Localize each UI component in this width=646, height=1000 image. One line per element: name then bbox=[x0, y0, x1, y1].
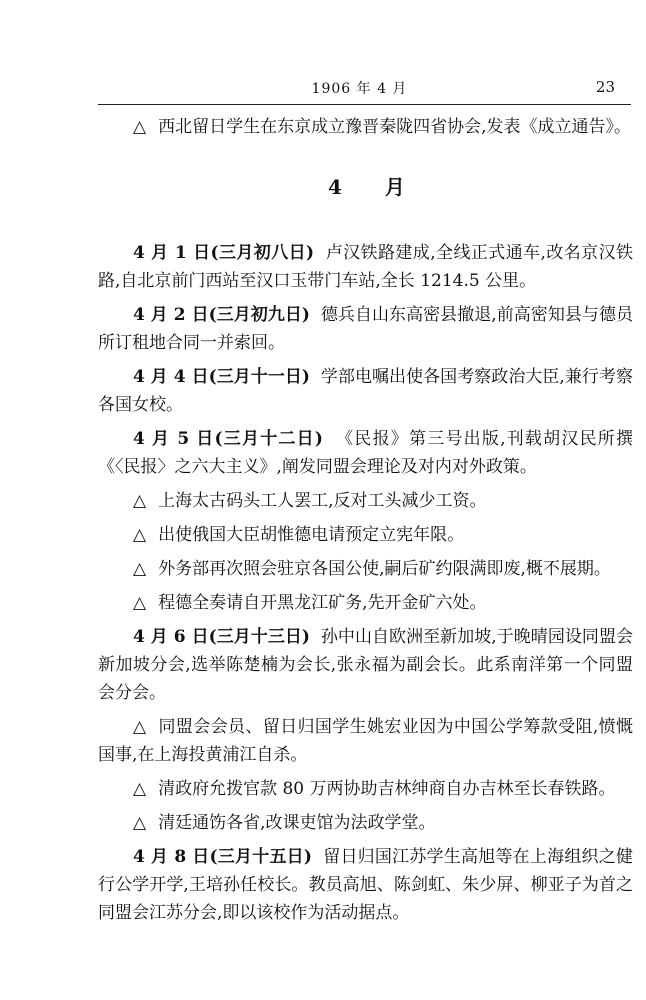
triangle-marker-icon: △ bbox=[133, 491, 147, 511]
triangle-marker-icon: △ bbox=[133, 779, 147, 799]
entry-text: 程德全奏请自开黑龙江矿务,先开金矿六处。 bbox=[158, 593, 487, 613]
entry-text: 孙中山自欧洲至新加坡,于晚晴园设同盟会新加坡分会,选举陈楚楠为会长,张永福为副会长。此系南洋第一个同盟会分会。 bbox=[98, 627, 634, 703]
triangle-marker-icon: △ bbox=[133, 593, 147, 613]
entry-date: 4 月 1 日(三月初八日) bbox=[133, 243, 315, 263]
entry-text: 学部电嘱出使各国考察政治大臣,兼行考察各国女校。 bbox=[98, 367, 634, 415]
entry-date: 4 月 8 日(三月十五日) bbox=[133, 847, 312, 867]
entry bbox=[98, 521, 633, 549]
entry-text: 德兵自山东高密县撤退,前高密知县与德员所订租地合同一并索回。 bbox=[98, 305, 634, 353]
entry-text: 同盟会会员、留日归国学生姚宏业因为中国公学筹款受阻,愤慨国事,在上海投黄浦江自杀。 bbox=[98, 717, 633, 765]
entry bbox=[98, 239, 633, 295]
entry bbox=[98, 713, 633, 769]
triangle-marker-icon: △ bbox=[133, 525, 147, 545]
entry-text: 清政府允拨官款 80 万两协助吉林绅商自办吉林至长春铁路。 bbox=[158, 779, 616, 799]
triangle-marker-icon: △ bbox=[133, 717, 147, 737]
entry-text: 出使俄国大臣胡惟德电请预定立宪年限。 bbox=[158, 525, 465, 545]
entry-text: 西北留日学生在东京成立豫晋秦陇四省协会,发表《成立通告》。 bbox=[158, 117, 631, 137]
entry bbox=[98, 301, 633, 357]
triangle-marker-icon: △ bbox=[133, 559, 147, 579]
intro-entry bbox=[98, 113, 633, 141]
entry bbox=[98, 487, 633, 515]
entry bbox=[98, 843, 633, 927]
month-heading: 4 月 bbox=[328, 175, 423, 199]
entry-text: 外务部再次照会驻京各国公使,嗣后矿约限满即废,概不展期。 bbox=[158, 559, 611, 579]
header-title: 1906 年 4 月 bbox=[311, 81, 408, 97]
entry-text: 留日归国江苏学生高旭等在上海组织之健行公学开学,王培孙任校长。教员高旭、陈剑虹、朱少屏、柳亚子为首之同盟会江苏分会,即以该校作为活动据点。 bbox=[98, 847, 634, 923]
entry-text: 《民报》第三号出版,刊载胡汉民所撰《〈民报〉之六大主义》,阐发同盟会理论及对内对外政策。 bbox=[98, 429, 634, 477]
entry bbox=[98, 363, 633, 419]
entry bbox=[98, 623, 633, 707]
header-rule bbox=[98, 104, 631, 105]
entry bbox=[98, 555, 633, 583]
entry bbox=[98, 589, 633, 617]
triangle-marker-icon: △ bbox=[133, 117, 147, 137]
entry bbox=[98, 425, 633, 481]
entry bbox=[98, 775, 633, 803]
entry-text: 清廷通饬各省,改课吏馆为法政学堂。 bbox=[158, 813, 436, 833]
entry-date: 4 月 5 日(三月十二日) bbox=[133, 429, 323, 449]
page-number: 23 bbox=[595, 78, 615, 96]
page-body bbox=[98, 113, 633, 933]
running-header bbox=[98, 78, 621, 102]
entry-date: 4 月 4 日(三月十一日) bbox=[133, 367, 310, 387]
entry bbox=[98, 809, 633, 837]
entry-date: 4 月 6 日(三月十三日) bbox=[133, 627, 310, 647]
triangle-marker-icon: △ bbox=[133, 813, 147, 833]
entry-date: 4 月 2 日(三月初九日) bbox=[133, 305, 310, 325]
entry-text: 卢汉铁路建成,全线正式通车,改名京汉铁路,自北京前门西站至汉口玉带门车站,全长 1214.5 公里。 bbox=[98, 243, 634, 291]
entry-text: 上海太古码头工人罢工,反对工头减少工资。 bbox=[158, 491, 487, 511]
